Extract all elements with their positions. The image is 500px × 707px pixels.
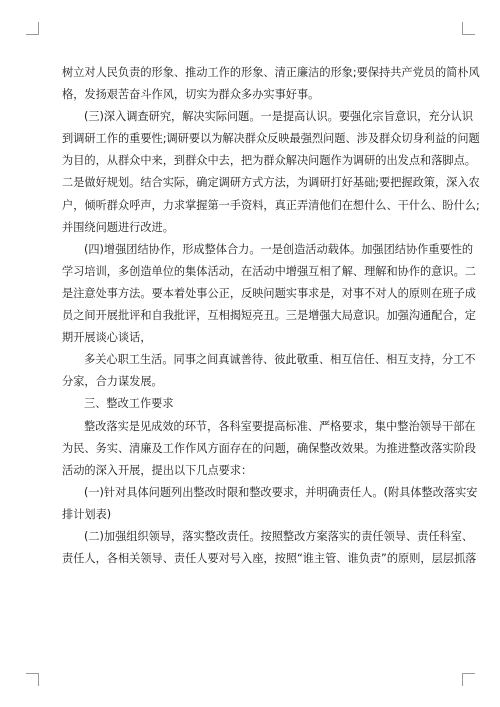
text-line: 整改落实是见成效的环节，各科室要提高标准、严格要求，集中整治领导干部在 <box>84 419 476 433</box>
text-line: 到调研工作的重要性;调研要以为解决群众反映最强烈问题、涉及群众切身利益的问题 <box>62 132 480 146</box>
crop-mark-bottom-left <box>26 673 39 686</box>
text-line: 期开展谈心谈话， <box>62 331 152 345</box>
text-line: 户，倾听群众呼声，力求掌握第一手资料，真正弄清他们在想什么、干什么、盼什么; <box>62 198 480 212</box>
document-body <box>62 62 480 570</box>
text-line: 分家，合力谋发展。 <box>62 375 163 389</box>
text-line: 多关心职工生活。同事之间真诚善待、彼此敬重、相互信任、相互支持，分工不 <box>84 353 476 367</box>
text-line: (四)增强团结协作，形成整体合力。一是创造活动载体。加强团结协作重要性的 <box>84 242 474 256</box>
text-line: 活动的深入开展，提出以下几点要求： <box>62 463 253 477</box>
text-line: (一)针对具体问题列出整改时限和整改要求，并明确责任人。(附具体整改落实安 <box>84 485 478 499</box>
text-line: 树立对人民负责的形象、推动工作的形象、清正廉洁的形象;要保持共产党员的简朴风 <box>62 66 480 79</box>
text-line: 为目的，从群众中来，到群众中去，把为群众解决问题作为调研的出发点和落脚点。 <box>62 154 476 168</box>
text-line: 是注意处事方法。要本着处事公正，反映问题实事求是，对事不对人的原则在班子成 <box>62 286 476 300</box>
text-line: 并围绕问题进行改进。 <box>62 220 174 234</box>
text-line: 责任人，各相关领导、责任人要对号入座，按照“谁主管、谁负责”的原则，层层抓落 <box>62 552 477 566</box>
text-line: 格，发扬艰苦奋斗作风，切实为群众多办实事好事。 <box>62 88 320 102</box>
text-line: 二是做好规划。结合实际，确定调研方式方法，为调研打好基础;要把握政策，深入农 <box>62 176 480 190</box>
text-line: 排计划表) <box>62 507 112 521</box>
crop-mark-bottom-right <box>462 673 475 686</box>
section-heading: 三、整改工作要求 <box>84 397 174 411</box>
text-line: 学习培训，多创造单位的集体活动，在活动中增强互相了解、理解和协作的意识。二 <box>62 264 476 278</box>
crop-mark-top-right <box>462 22 475 35</box>
text-line: 员之间开展批评和自我批评，互相揭短亮丑。三是增强大局意识。加强沟通配合，定 <box>62 309 476 323</box>
text-line: 为民、务实、清廉及工作作风方面存在的问题，确保整改效果。为推进整改落实阶段 <box>62 441 476 455</box>
text-line: (三)深入调查研究，解决实际问题。一是提高认识。要强化宗旨意识，充分认识 <box>84 110 474 124</box>
text-line: (二)加强组织领导，落实整改责任。按照整改方案落实的责任领导、责任科室、 <box>84 529 474 543</box>
crop-mark-top-left <box>26 22 39 35</box>
